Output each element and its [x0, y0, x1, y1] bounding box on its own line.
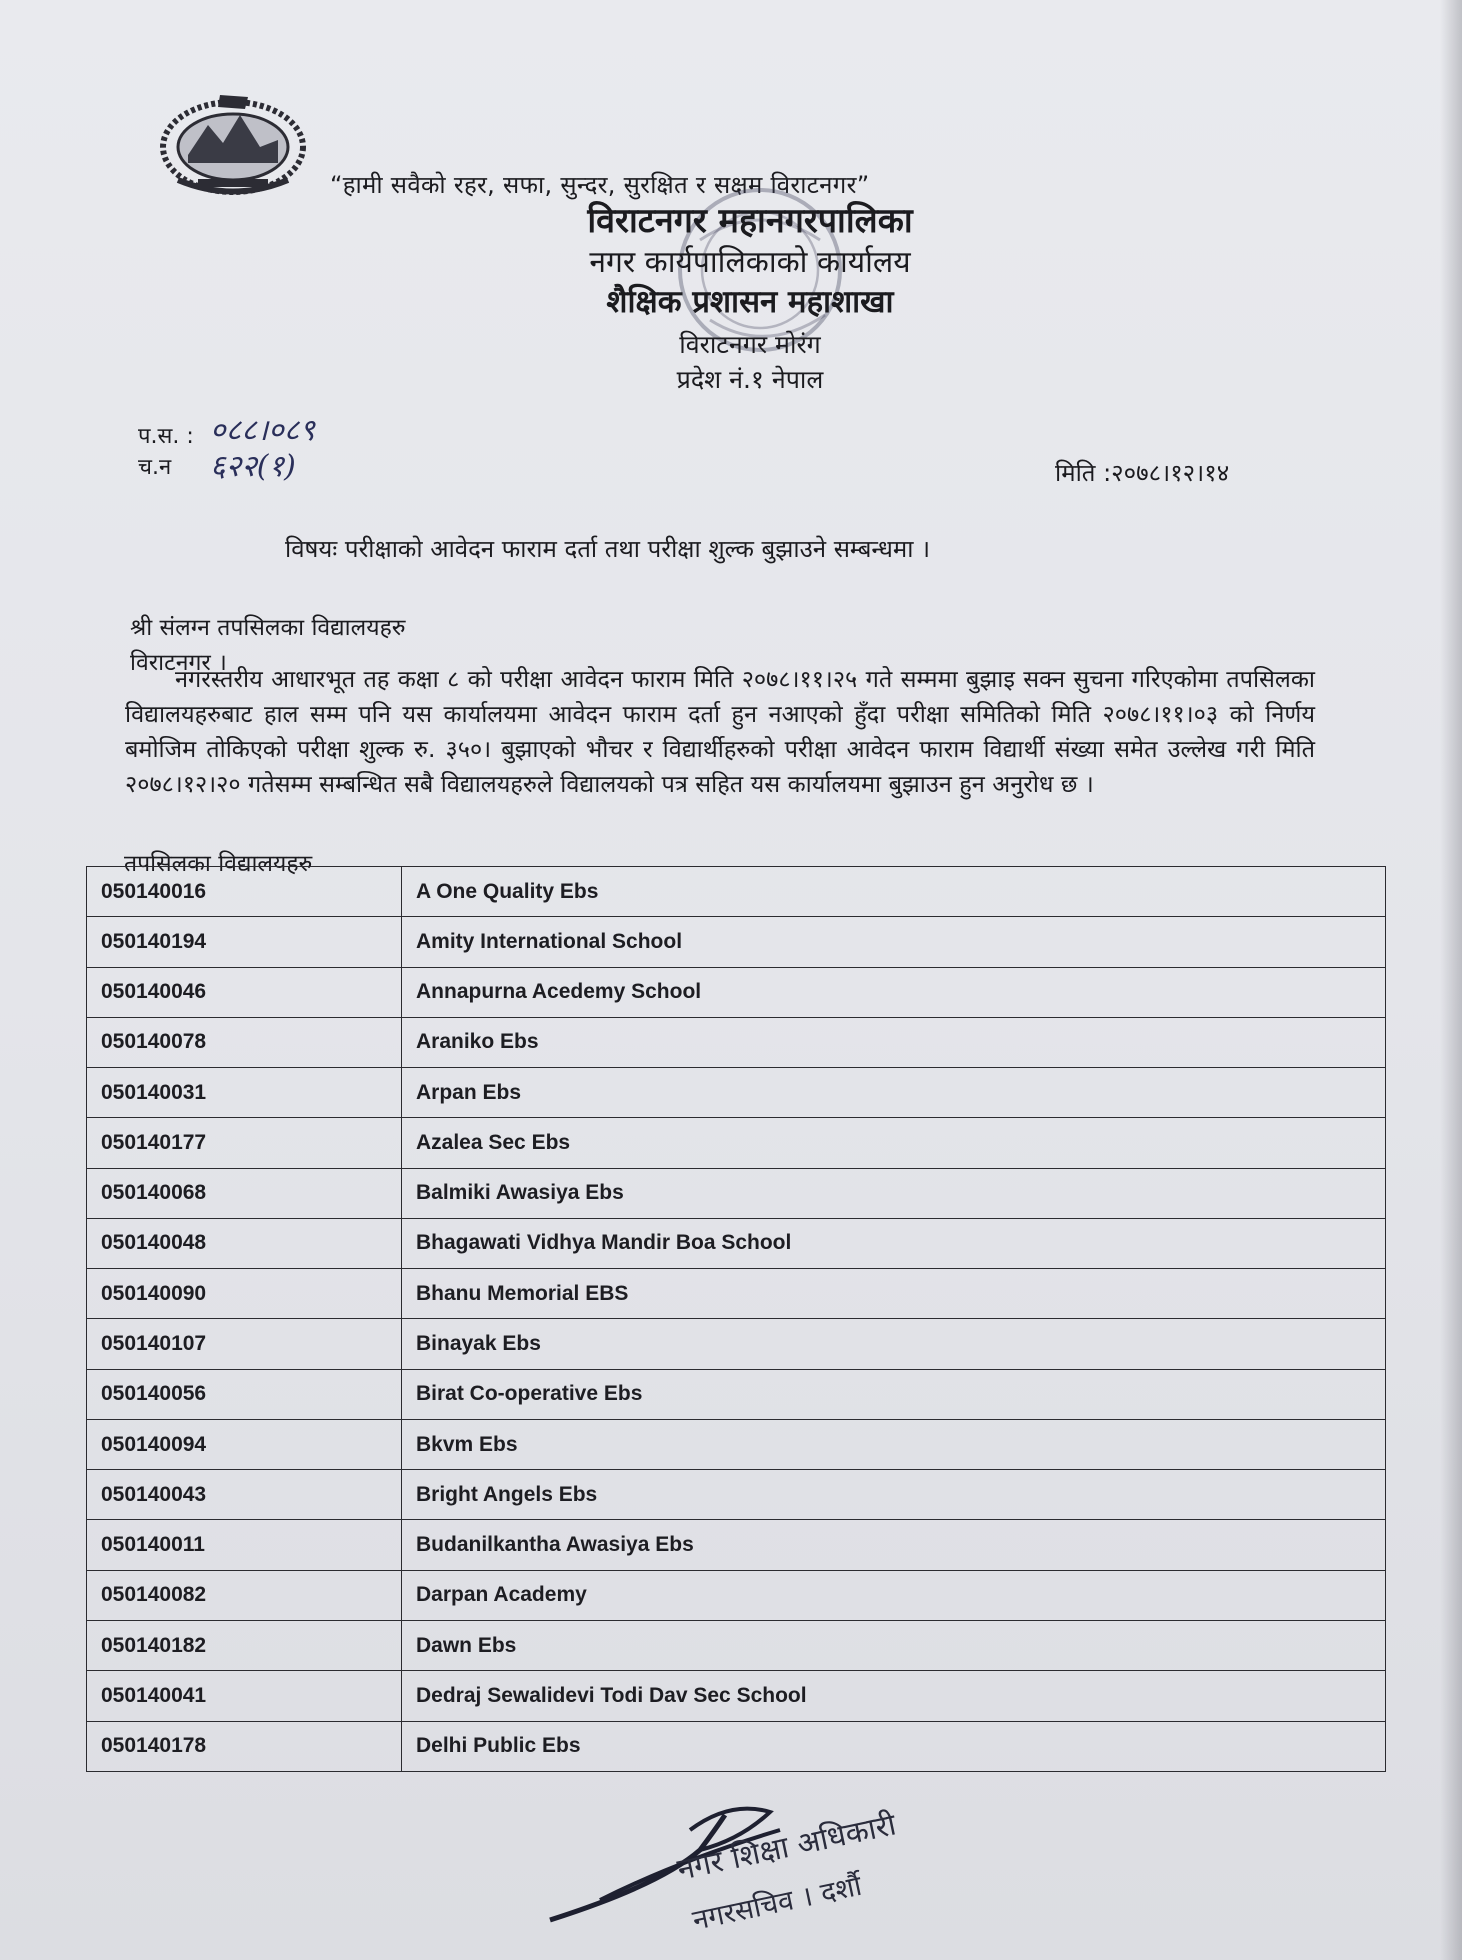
- school-code: 050140107: [87, 1319, 402, 1369]
- table-row: [87, 1369, 1386, 1419]
- cn-label: च.न: [138, 455, 172, 480]
- school-name: Balmiki Awasiya Ebs: [402, 1168, 1386, 1218]
- table-row: [87, 1470, 1386, 1520]
- school-name: Budanilkantha Awasiya Ebs: [402, 1520, 1386, 1570]
- cn-value: ६२२(१): [210, 449, 296, 484]
- school-name: Bright Angels Ebs: [402, 1470, 1386, 1520]
- school-code: 050140182: [87, 1620, 402, 1670]
- school-name: Bhanu Memorial EBS: [402, 1269, 1386, 1319]
- office-city: विराटनगर मोरंग: [679, 330, 821, 359]
- school-name: Araniko Ebs: [402, 1017, 1386, 1067]
- table-row: [87, 1620, 1386, 1670]
- letter-body: नगरस्तरीय आधारभूत तह कक्षा ८ को परीक्षा आवेदन फाराम मिति २०७८।११।२५ गते सम्ममा बुझाइ सक्न सुचना गरिएकोमा तपसिलका विद्यालयहरुबाट हाल सम्म पनि यस कार्यालयमा आवेदन फाराम दर्ता हुन नआएको हुँदा परीक्षा समितिको मिति २०७८।११।०३ को निर्णय बमोजिम तोकिएको परीक्षा शुल्क रु. ३५०। बुझाएको भौचर र विद्यार्थीहरुको परीक्षा आवेदन फाराम विद्यार्थी संख्या समेत उल्लेख गरी मिति २०७८।१२।२० गतेसम्म सम्बन्धित सबै विद्यालयहरुले विद्यालयको पत्र सहित यस कार्यालयमा बुझाउन हुन अनुरोध छ ।: [125, 665, 1315, 798]
- school-table: [86, 866, 1386, 1772]
- school-code: 050140178: [87, 1721, 402, 1771]
- ps-value: ०८८।०८९: [210, 413, 315, 448]
- school-name: Birat Co-operative Ebs: [402, 1369, 1386, 1419]
- school-code: 050140048: [87, 1218, 402, 1268]
- school-name: Amity International School: [402, 917, 1386, 967]
- school-code: 050140090: [87, 1269, 402, 1319]
- table-row: [87, 1017, 1386, 1067]
- addressee-line1: श्री संलग्न तपसिलका विद्यालयहरु: [130, 615, 406, 641]
- table-row: [87, 1721, 1386, 1771]
- office-name: नगर कार्यपालिकाको कार्यालय: [589, 245, 911, 280]
- signature-stamp: [540, 1790, 980, 1960]
- office-province: प्रदेश नं.१ नेपाल: [676, 365, 824, 394]
- school-name: Annapurna Acedemy School: [402, 967, 1386, 1017]
- school-code: 050140082: [87, 1570, 402, 1620]
- school-code: 050140016: [87, 867, 402, 917]
- school-name: A One Quality Ebs: [402, 867, 1386, 917]
- ps-label: प.स. :: [138, 424, 194, 449]
- school-name: Delhi Public Ebs: [402, 1721, 1386, 1771]
- division-name: शैक्षिक प्रशासन महाशाखा: [606, 284, 894, 320]
- school-name: Bhagawati Vidhya Mandir Boa School: [402, 1218, 1386, 1268]
- table-row: [87, 867, 1386, 917]
- letter-date: मिति :२०७८।१२।१४: [1055, 459, 1230, 487]
- table-row: [87, 1118, 1386, 1168]
- letter-subject: विषयः परीक्षाको आवेदन फाराम दर्ता तथा परीक्षा शुल्क बुझाउने सम्बन्धमा ।: [285, 535, 931, 563]
- table-row: [87, 1419, 1386, 1469]
- nepal-government-emblem-icon: [148, 85, 318, 205]
- school-name: Binayak Ebs: [402, 1319, 1386, 1369]
- school-name: Azalea Sec Ebs: [402, 1118, 1386, 1168]
- table-row: [87, 1218, 1386, 1268]
- signature-stamp-line2: नगरसचिव । दर्शौ: [689, 1868, 865, 1937]
- page-edge-shadow: [1440, 0, 1462, 1960]
- municipality-name: विराटनगर महानगरपालिका: [587, 201, 913, 241]
- school-code: 050140046: [87, 967, 402, 1017]
- table-row: [87, 1319, 1386, 1369]
- school-code: 050140078: [87, 1017, 402, 1067]
- signature-stamp-line1: नगर शिक्षा अधिकारी: [674, 1807, 900, 1888]
- school-code: 050140194: [87, 917, 402, 967]
- school-code: 050140068: [87, 1168, 402, 1218]
- school-code: 050140056: [87, 1369, 402, 1419]
- table-row: [87, 1269, 1386, 1319]
- school-code: 050140043: [87, 1470, 402, 1520]
- school-name: Bkvm Ebs: [402, 1419, 1386, 1469]
- school-list-title: तपसिलका विद्यालयहरु: [124, 851, 313, 877]
- table-row: [87, 1570, 1386, 1620]
- school-name: Dawn Ebs: [402, 1620, 1386, 1670]
- school-code: 050140031: [87, 1068, 402, 1118]
- table-row: [87, 967, 1386, 1017]
- school-name: Darpan Academy: [402, 1570, 1386, 1620]
- table-row: [87, 917, 1386, 967]
- school-code: 050140011: [87, 1520, 402, 1570]
- municipal-motto: “हामी सवैको रहर, सफा, सुन्दर, सुरक्षित र सक्षम विराटनगर”: [330, 171, 870, 199]
- school-code: 050140094: [87, 1419, 402, 1469]
- school-name: Arpan Ebs: [402, 1068, 1386, 1118]
- school-name: Dedraj Sewalidevi Todi Dav Sec School: [402, 1671, 1386, 1721]
- table-row: [87, 1520, 1386, 1570]
- table-row: [87, 1068, 1386, 1118]
- table-row: [87, 1168, 1386, 1218]
- table-row: [87, 1671, 1386, 1721]
- addressee-line2: विराटनगर ।: [130, 650, 227, 676]
- school-code: 050140041: [87, 1671, 402, 1721]
- school-code: 050140177: [87, 1118, 402, 1168]
